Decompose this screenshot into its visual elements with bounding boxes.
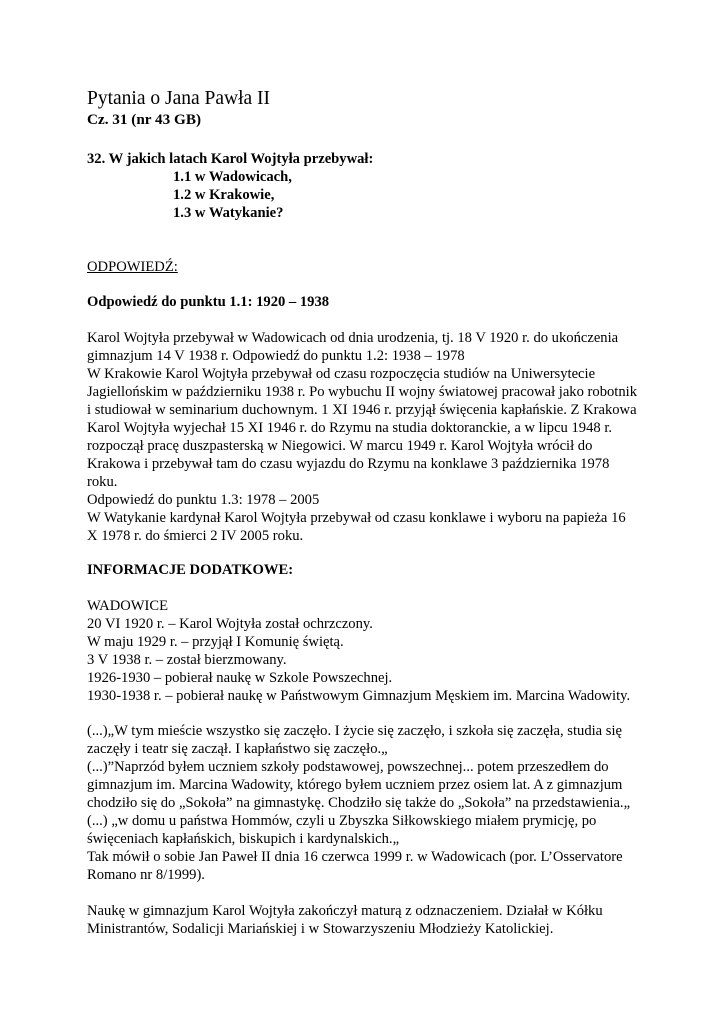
quote-line: gimnazjum im. Marcina Wadowity, którego byłem uczniem przez osiem lat. A z gimnazjum xyxy=(87,777,623,793)
wadowice-line: WADOWICE xyxy=(87,598,169,614)
answer-line: Karol Wojtyła przebywał w Wadowicach od dnia urodzenia, tj. 18 V 1920 r. do ukończenia xyxy=(87,330,619,346)
answer-line: X 1978 r. do śmierci 2 IV 2005 roku. xyxy=(87,528,304,544)
quote-line: (...)”Naprzód byłem uczniem szkoły podstawowej, powszechnej... potem przeszedłem do xyxy=(87,759,609,775)
quote-line: Tak mówił o sobie Jan Paweł II dnia 16 czerwca 1999 r. w Wadowicach (por. L’Osservatore xyxy=(87,849,623,865)
final-line: Naukę w gimnazjum Karol Wojtyła zakończył maturą z odznaczeniem. Działał w Kółku xyxy=(87,903,603,919)
answer-line: W Watykanie kardynał Karol Wojtyła przebywał od czasu konklawe i wyboru na papieża 16 xyxy=(87,510,626,526)
answer-line: roku. xyxy=(87,474,118,490)
quote-line: (...) „w domu u państwa Hommów, czyli u Zbyszka Siłkowskiego miałem prymicję, po xyxy=(87,813,597,829)
answer-line: gimnazjum 14 V 1938 r. Odpowiedź do punktu 1.2: 1938 – 1978 xyxy=(87,348,465,364)
question-item: 1.3 w Watykanie? xyxy=(173,205,284,221)
answer-heading: ODPOWIEDŹ: xyxy=(87,259,178,275)
answer-line: Karol Wojtyła wyjechał 15 XI 1946 r. do Rzymu na studia doktoranckie, a w lipcu 1948 r. xyxy=(87,420,613,436)
question-main: 32. W jakich latach Karol Wojtyła przebywał: xyxy=(87,151,374,167)
answer-1-heading: Odpowiedź do punktu 1.1: 1920 – 1938 xyxy=(87,294,330,310)
final-line: Ministrantów, Sodalicji Mariańskiej i w Stowarzyszeniu Młodzieży Katolickiej. xyxy=(87,921,554,937)
answer-line: Jagiellońskim w październiku 1938 r. Po wybuchu II wojny światowej pracował jako robotnik xyxy=(87,384,637,400)
answer-line: i studiował w seminarium duchownym. 1 XI 1946 r. przyjął święcenia kapłańskie. Z Krakowa xyxy=(87,402,637,418)
answer-line: Odpowiedź do punktu 1.3: 1978 – 2005 xyxy=(87,492,320,508)
answer-line: rozpoczął pracę duszpasterską w Niegowici. W marcu 1949 r. Karol Wojtyła wrócił do xyxy=(87,438,593,454)
question-item: 1.2 w Krakowie, xyxy=(173,187,275,203)
quote-line: Romano nr 8/1999). xyxy=(87,867,205,883)
answer-line: W Krakowie Karol Wojtyła przebywał od czasu rozpoczęcia studiów na Uniwersytecie xyxy=(87,366,596,382)
extra-heading: INFORMACJE DODATKOWE: xyxy=(87,562,294,578)
quote-line: święceniach kapłańskich, biskupich i kardynalskich.„ xyxy=(87,831,400,847)
answer-line: Krakowa i przebywał tam do czasu wyjazdu do Rzymu na konklawe 3 października 1978 xyxy=(87,456,610,472)
quote-line: chodziło się do „Sokoła” na gimnastykę. Chodziło się także do „Sokoła” na przedstawienia.„ xyxy=(87,795,631,811)
question-item: 1.1 w Wadowicach, xyxy=(173,169,292,185)
quote-line: (...)„W tym mieście wszystko się zaczęło. I życie się zaczęło, i szkoła się zaczęła, studia się xyxy=(87,723,623,739)
wadowice-line: 3 V 1938 r. – został bierzmowany. xyxy=(87,652,287,668)
document-subtitle: Cz. 31 (nr 43 GB) xyxy=(87,111,202,128)
wadowice-line: 1930-1938 r. – pobierał naukę w Państwowym Gimnazjum Męskiem im. Marcina Wadowity. xyxy=(87,688,631,704)
quote-line: zaczęły i teatr się zaczął. I kapłaństwo się zaczęło.„ xyxy=(87,741,388,757)
wadowice-line: 20 VI 1920 r. – Karol Wojtyła został ochrzczony. xyxy=(87,616,373,632)
wadowice-line: W maju 1929 r. – przyjął I Komunię świętą. xyxy=(87,634,344,650)
document-title: Pytania o Jana Pawła II xyxy=(87,88,271,109)
wadowice-line: 1926-1930 – pobierał naukę w Szkole Powszechnej. xyxy=(87,670,393,686)
